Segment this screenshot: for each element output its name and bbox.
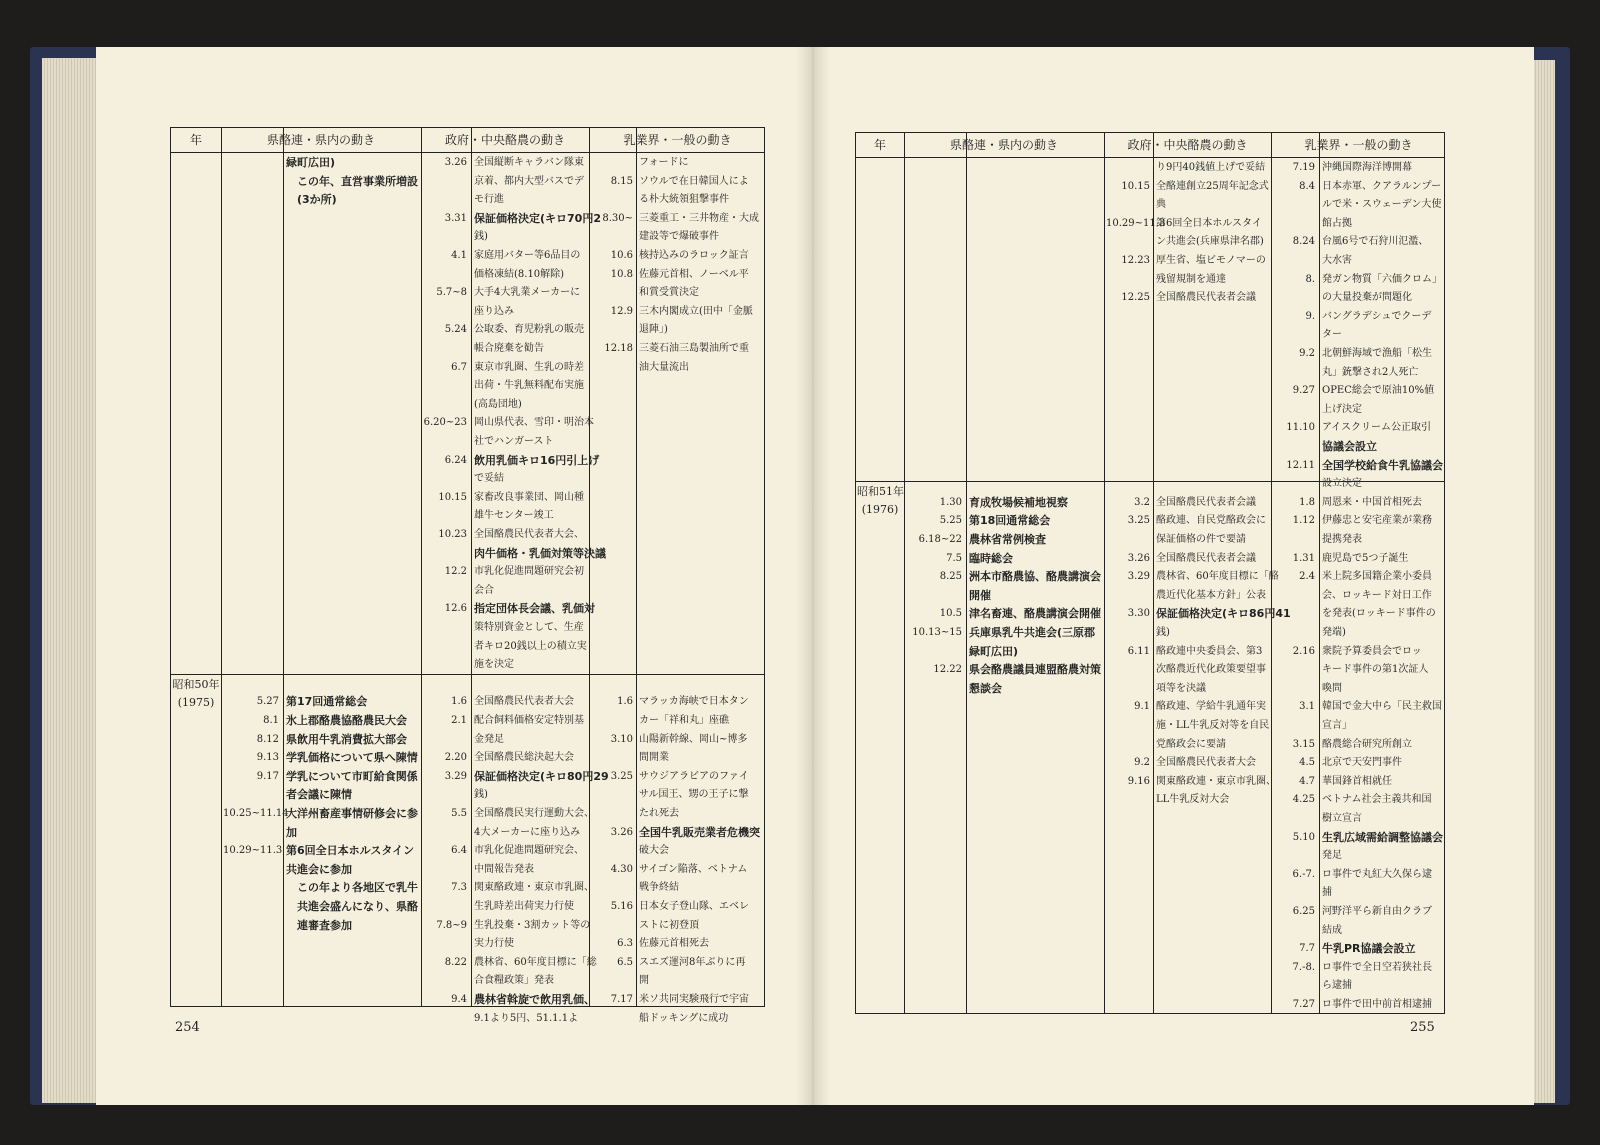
entry-text: 残留規制を通達 <box>1156 273 1226 285</box>
entry-text: 保証価格決定(キロ70円2 <box>474 211 601 225</box>
entry-text: 館占拠 <box>1322 217 1352 229</box>
column-divider <box>221 128 222 1006</box>
entry-date: 5.25 <box>939 515 962 527</box>
entry-text: 大洋州畜産事情研修会に参 <box>286 807 418 820</box>
entry-date: 1.12 <box>1292 515 1315 527</box>
entry-text: 開 <box>639 975 649 987</box>
entry-text: 座り込み <box>474 305 514 317</box>
entry-date: 3.25 <box>610 770 633 782</box>
entry-text: ン共進会(兵庫県津名郡) <box>1156 236 1264 248</box>
entry-date: 5.7~8 <box>436 287 467 299</box>
entry-text: ター <box>1322 329 1342 341</box>
entry-date: 8.25 <box>939 571 962 583</box>
entry-text: 帳合廃棄を勧告 <box>474 343 544 354</box>
entry-text: 会合 <box>474 584 494 596</box>
entry-text: 丸」銃撃され2人死亡 <box>1322 366 1419 378</box>
entry-text: 関東酪政連・東京市乳圏、 <box>1156 775 1276 787</box>
entry-date: 6.4 <box>451 845 467 857</box>
entry-text: 共進会に参加 <box>286 862 352 876</box>
page-edges-left <box>42 58 98 1103</box>
entry-text: 戦争終結 <box>639 882 679 894</box>
year-divider <box>171 674 764 675</box>
entry-text: 鹿児島で5つ子誕生 <box>1322 552 1409 564</box>
entry-date: 12.9 <box>610 305 633 317</box>
entry-text: ルで米・スウェーデン大使 <box>1322 199 1442 211</box>
entry-text: 宣言」 <box>1322 720 1352 731</box>
entry-text: 三木内閣成立(田中「金脈 <box>639 305 753 317</box>
entry-text: ストに初登頂 <box>639 919 699 931</box>
entry-text: 全国酪農民実行運動大会、 <box>474 808 594 819</box>
entry-date: 3.10 <box>610 733 633 745</box>
column-divider <box>1104 133 1105 1013</box>
entry-date: 3.2 <box>1134 496 1150 508</box>
entry-text: 日本女子登山隊、エベレ <box>639 901 749 912</box>
entry-date: 8.1 <box>263 715 279 726</box>
entry-text: 捕 <box>1322 887 1332 899</box>
entry-date: 8.22 <box>444 956 467 968</box>
entry-text: 発足 <box>1322 850 1342 862</box>
entry-text: 米ソ共同実験飛行で宇宙 <box>639 994 749 1005</box>
entry-text: 農林省、60年度目標に「総 <box>474 956 597 968</box>
entry-date: 9.2 <box>1134 757 1150 769</box>
entry-text: この年より各地区で乳牛 <box>286 881 418 895</box>
entry-text: ロ事件で全日空若狭社長 <box>1322 961 1432 973</box>
entry-date: 3.26 <box>1127 552 1150 564</box>
entry-date: 9.13 <box>256 752 279 764</box>
entry-text: (3か所) <box>286 193 337 207</box>
entry-text: 加 <box>286 825 297 839</box>
column-divider <box>904 133 905 1013</box>
entry-text: 全国酪農民代表者会議 <box>1156 552 1256 564</box>
year-label: 昭和51年 <box>857 485 904 498</box>
entry-date: 6.-7. <box>1292 868 1315 880</box>
entry-date: 10.5 <box>939 608 962 620</box>
entry-text: 三菱石油三島製油所で重 <box>639 343 749 354</box>
entry-text: 県会酪農議員連盟酪農対策 <box>969 663 1101 677</box>
header-industry: 乳業界・一般の動き <box>1304 138 1413 152</box>
entry-text: 銭) <box>474 231 488 243</box>
entry-text: LL牛乳反対大会 <box>1156 794 1230 806</box>
entry-date: 3.29 <box>1127 571 1150 583</box>
entry-date: 1.30 <box>939 496 962 508</box>
entry-date: 9.16 <box>1127 775 1150 787</box>
entry-date: 9.2 <box>1299 348 1315 359</box>
entry-text: 岡山県代表、雪印・明治本 <box>474 417 594 429</box>
entry-date: 4.5 <box>1299 757 1315 769</box>
entry-date: 1.31 <box>1292 552 1315 564</box>
entry-text: モ行進 <box>474 194 504 206</box>
entry-text: 肉牛価格・乳価対策等決議 <box>474 546 606 560</box>
entry-text: 酪政連、学給牛乳通年実 <box>1156 701 1266 713</box>
entry-date: 8.15 <box>610 175 633 187</box>
entry-date: 7.7 <box>1299 943 1315 955</box>
column-divider <box>283 128 284 1006</box>
entry-date: 7.8~9 <box>436 919 467 931</box>
entry-text: 発ガン物質「六価クロム」 <box>1322 273 1442 285</box>
entry-text: 生乳広域需給調整協議会 <box>1322 830 1443 844</box>
entry-date: 12.18 <box>604 343 633 354</box>
entry-text: 合食糧政策」発表 <box>474 975 554 987</box>
entry-date: 3.31 <box>444 212 467 224</box>
entry-text: 結成 <box>1322 924 1342 936</box>
entry-text: 学乳価格について県へ陳情 <box>286 751 418 765</box>
entry-text: 提携発表 <box>1322 534 1362 545</box>
entry-text: 洲本市酪農協、酪農講演会 <box>969 570 1101 584</box>
entry-date: 6.20~23 <box>423 417 467 429</box>
header-year: 年 <box>189 133 202 147</box>
entry-date: 8. <box>1305 273 1315 285</box>
entry-text: 樹立宣言 <box>1322 813 1362 824</box>
entry-date: 12.23 <box>1121 255 1150 266</box>
entry-date: 10.13~15 <box>912 627 962 638</box>
entry-date: 10.15 <box>438 491 467 503</box>
entry-text: 開催 <box>969 588 991 602</box>
entry-text: 韓国で金大中ら「民主救国 <box>1322 701 1442 713</box>
entry-text: 育成牧場候補地視察 <box>969 495 1068 509</box>
entry-date: 9.17 <box>256 770 279 782</box>
entry-text: 華国鋒首相就任 <box>1322 775 1392 787</box>
entry-text: 関東酪政連・東京市乳圏、 <box>474 882 594 894</box>
entry-text: 4大メーカーに座り込み <box>474 826 581 838</box>
entry-date: 1.6 <box>451 696 467 708</box>
header-year: 年 <box>873 138 886 152</box>
table-header <box>856 133 1444 158</box>
entry-text: 破大会 <box>639 845 669 857</box>
entry-date: 10.8 <box>610 268 633 280</box>
entry-date: 3.30 <box>1127 608 1150 620</box>
entry-text: 三菱重工・三井物産・大成 <box>639 212 759 224</box>
entry-text: 東京市乳圏、生乳の時差 <box>474 361 584 373</box>
column-divider <box>471 128 472 1006</box>
entry-text: 県飲用牛乳消費拡大部会 <box>286 732 407 746</box>
entry-text: 第17回通常総会 <box>286 695 368 709</box>
book-gutter <box>796 47 830 1105</box>
entry-text: 台風6号で石狩川氾濫、 <box>1322 236 1429 248</box>
entry-date: 4.7 <box>1299 775 1315 787</box>
entry-text: 農近代化基本方針」公表 <box>1156 589 1266 601</box>
year-label: 昭和50年 <box>172 678 220 691</box>
entry-text: 緑町広田) <box>969 644 1019 658</box>
entry-date: 3.1 <box>1299 701 1315 713</box>
table-header <box>171 128 764 153</box>
entry-text: 酪政連中央委員会、第3 <box>1156 645 1263 657</box>
entry-date: 6.25 <box>1292 906 1315 917</box>
entry-text: 酪農総合研究所創立 <box>1322 738 1412 750</box>
entry-date: 10.29~11.3 <box>223 845 283 857</box>
entry-text: サイゴン陥落、ベトナム <box>639 863 748 875</box>
entry-text: 第6回全日本ホルスタイ <box>1156 217 1262 229</box>
header-government: 政府・中央酪農の動き <box>1127 138 1248 152</box>
entry-text: 臨時総会 <box>969 551 1013 565</box>
header-prefecture: 県酪連・県内の動き <box>266 133 375 147</box>
entry-text: 学乳について市町給食関係 <box>286 769 418 783</box>
entry-text: 生乳投棄・3割カット等の <box>474 919 591 931</box>
entry-text: 全国牛乳販売業者危機突 <box>639 825 760 839</box>
entry-text: 家畜改良事業団、岡山種 <box>474 491 584 503</box>
entry-date: 10.6 <box>610 250 633 261</box>
entry-text: 全酪連創立25周年記念式 <box>1156 180 1269 192</box>
entry-text: 京着、都内大型バスでデ <box>474 175 584 187</box>
entry-date: 8.30~ <box>602 212 633 224</box>
entry-text: 全国学校給食牛乳協議会 <box>1322 458 1443 472</box>
entry-date: 9.4 <box>451 994 467 1005</box>
entry-text: 施・LL牛乳反対等を自民 <box>1156 720 1270 731</box>
entry-date: 10.25~11.14 <box>223 808 289 819</box>
entry-text: ソウルで在日韓国人によ <box>639 175 749 187</box>
entry-date: 1.6 <box>617 696 633 708</box>
entry-date: 1.8 <box>1299 496 1315 508</box>
entry-text: 第6回全日本ホルスタイン <box>286 844 415 858</box>
entry-date: 9.27 <box>1292 385 1315 397</box>
entry-text: 河野洋平ら新自由クラブ <box>1322 906 1432 917</box>
entry-text: で妥結 <box>474 473 504 485</box>
entry-text: サル国王、甥の王子に撃 <box>639 789 749 801</box>
entry-date: 2.4 <box>1299 571 1315 583</box>
entry-text: バングラデシュでクーデ <box>1322 310 1432 322</box>
entry-date: 10.15 <box>1121 180 1150 192</box>
entry-text: 和賞受賞決定 <box>639 287 699 299</box>
entry-text: 第18回通常総会 <box>969 514 1051 528</box>
column-divider <box>636 128 637 1006</box>
entry-date: 12.2 <box>444 566 467 578</box>
entry-text: 飲用乳価キロ16円引上げ <box>474 453 600 467</box>
entry-text: 金発足 <box>474 733 504 745</box>
entry-date: 4.30 <box>610 863 633 875</box>
entry-text: 次酪農近代化政策要望事 <box>1156 664 1266 676</box>
entry-text: の大量投棄が問題化 <box>1322 292 1412 304</box>
entry-text: 核持込みのラロック証言 <box>639 250 749 261</box>
entry-text: 典 <box>1156 199 1166 211</box>
entry-text: 退陣」) <box>639 324 668 336</box>
header-government: 政府・中央酪農の動き <box>444 133 565 147</box>
column-divider <box>1319 133 1320 1013</box>
page-number-left: 254 <box>175 1020 200 1035</box>
entry-text: 全国酪農民代表者会議 <box>1156 292 1256 304</box>
entry-text: 厚生省、塩ビモノマーの <box>1156 255 1266 266</box>
entry-date: 5.5 <box>451 808 467 819</box>
entry-text: カー「祥和丸」座礁 <box>639 715 729 726</box>
entry-text: 党酪政会に要請 <box>1156 738 1226 750</box>
entry-text: 全国酪農民代表者大会、 <box>474 529 584 540</box>
entry-text: ら逮捕 <box>1322 980 1352 992</box>
entry-text: 保証価格の件で要請 <box>1156 534 1246 545</box>
entry-text: 協議会設立 <box>1322 440 1377 453</box>
entry-text: 全国酪農民代表者会議 <box>1156 496 1256 508</box>
entry-date: 6.3 <box>617 938 633 950</box>
entry-text: 発端) <box>1322 627 1346 638</box>
entry-date: 7.19 <box>1292 162 1315 173</box>
entry-text: 項等を決議 <box>1156 682 1206 694</box>
entry-date: 7.5 <box>946 552 962 564</box>
entry-text: 米上院多国籍企業小委員 <box>1322 571 1432 583</box>
entry-text: 銭) <box>1156 627 1170 638</box>
entry-date: 6.18~22 <box>918 534 962 545</box>
entry-text: ロ事件で田中前首相逮捕 <box>1322 999 1432 1010</box>
header-industry: 乳業界・一般の動き <box>623 133 732 147</box>
entry-text: 衆院予算委員会でロッ <box>1322 645 1422 657</box>
entry-text: 価格凍結(8.10解除) <box>474 268 565 280</box>
entry-text: 油大量流出 <box>639 361 689 373</box>
entry-text: 伊藤忠と安宅産業が業務 <box>1322 515 1432 527</box>
entry-date: 7.-8. <box>1292 961 1315 973</box>
entry-date: 7.3 <box>451 882 467 894</box>
column-divider <box>966 133 967 1013</box>
entry-text: 津名畜連、酪農講演会開催 <box>969 607 1101 621</box>
entry-text: (高島団地) <box>474 398 522 410</box>
entry-text: 社でハンガースト <box>474 436 554 447</box>
page-number-right: 255 <box>1410 1020 1435 1035</box>
entry-date: 8.12 <box>256 733 279 745</box>
entry-text: 市乳化促進問題研究会初 <box>474 566 584 578</box>
entry-text: 北京で天安門事件 <box>1322 757 1402 769</box>
entry-text: 全国酪農民総決起大会 <box>474 752 574 764</box>
entry-text: 銭) <box>474 789 488 801</box>
entry-date: 8.24 <box>1292 236 1315 248</box>
entry-text: 中間報告発表 <box>474 863 534 875</box>
entry-text: 北朝鮮海域で漁船「松生 <box>1322 348 1432 359</box>
entry-text: マラッカ海峡で日本タン <box>639 696 749 708</box>
entry-text: 実力行使 <box>474 938 514 950</box>
entry-date: 3.25 <box>1127 515 1150 527</box>
entry-date: 7.17 <box>610 994 633 1005</box>
entry-date: 3.26 <box>444 157 467 168</box>
entry-text: 公取委、育児粉乳の販売 <box>474 324 584 336</box>
column-divider <box>589 128 590 1006</box>
entry-text: 者会議に陳情 <box>286 788 352 802</box>
entry-text: り9円40銭値上げで妥結 <box>1156 162 1266 173</box>
entry-text: ロ事件で丸紅大久保ら逮 <box>1322 868 1432 880</box>
entry-text: 配合飼料価格安定特別基 <box>474 715 584 726</box>
entry-text: 建設等で爆破事件 <box>639 231 719 243</box>
entry-text: この年、直営事業所増設 <box>286 174 418 188</box>
entry-date: 2.16 <box>1292 645 1315 657</box>
entry-text: 設立決定 <box>1322 478 1362 490</box>
entry-date: 10.23 <box>438 529 467 540</box>
entry-text: 出荷・牛乳無料配布実施 <box>474 380 584 392</box>
entry-text: 市乳化促進問題研究会、 <box>474 845 584 857</box>
entry-date: 12.6 <box>444 603 467 615</box>
entry-date: 6.24 <box>444 454 467 466</box>
entry-date: 12.22 <box>933 664 962 676</box>
entry-text: 大水害 <box>1322 255 1352 266</box>
entry-date: 5.10 <box>1292 831 1315 843</box>
entry-text: スエズ運河8年ぶりに再 <box>639 956 746 968</box>
entry-text: 周恩来・中国首相死去 <box>1322 496 1422 508</box>
entry-date: 3.15 <box>1292 738 1315 750</box>
entry-date: 2.1 <box>451 715 467 726</box>
entry-text: OPEC総会で原油10%値 <box>1322 385 1435 397</box>
entry-text: 上げ決定 <box>1322 403 1362 415</box>
entry-text: 沖縄国際海洋博開幕 <box>1322 162 1412 173</box>
entry-text: 策特別資金として、生産 <box>474 622 584 633</box>
column-divider <box>421 128 422 1006</box>
entry-date: 5.27 <box>256 696 279 708</box>
entry-date: 5.16 <box>610 901 633 912</box>
chronology-table-right <box>855 132 1445 1014</box>
entry-text: キード事件の第1次証人 <box>1322 664 1429 676</box>
entry-text: を発表(ロッキード事件の <box>1322 608 1436 620</box>
entry-date: 7.27 <box>1292 999 1315 1010</box>
entry-text: 酪政連、自民党酪政会に <box>1156 515 1266 527</box>
entry-date: 6.7 <box>451 361 467 373</box>
year-label-western: (1976) <box>861 503 899 516</box>
year-label-western: (1975) <box>177 696 215 709</box>
entry-date: 3.26 <box>610 826 633 838</box>
entry-date: 3.29 <box>444 770 467 782</box>
entry-text: 全国酪農民代表者大会 <box>474 696 574 708</box>
entry-text: 間開業 <box>639 752 669 764</box>
entry-text: 船ドッキングに成功 <box>639 1012 729 1024</box>
column-divider <box>1153 133 1154 1013</box>
entry-text: 全国酪農民代表者大会 <box>1156 757 1256 769</box>
entry-text: 生乳時差出荷実力行使 <box>474 901 574 912</box>
entry-date: 9. <box>1305 310 1315 322</box>
entry-text: 大手4大乳業メーカーに <box>474 287 581 299</box>
entry-text: 連審査参加 <box>286 918 352 932</box>
entry-date: 10.29~11.3 <box>1106 217 1166 229</box>
entry-date: 5.24 <box>444 324 467 336</box>
entry-date: 12.25 <box>1121 292 1150 304</box>
entry-text: 兵庫県乳牛共進会(三原郡 <box>969 626 1096 639</box>
entry-date: 9.1 <box>1134 701 1150 713</box>
entry-date: 4.1 <box>451 250 467 261</box>
entry-text: 指定団体長会議、乳価対 <box>474 602 595 616</box>
entry-text: 会、ロッキード対日工作 <box>1322 589 1432 601</box>
entry-text: 緑町広田) <box>286 156 336 169</box>
entry-text: ベトナム社会主義共和国 <box>1322 794 1432 806</box>
entry-text: 共進会盛んになり、県酪 <box>286 900 418 913</box>
entry-text: アイスクリーム公正取引 <box>1322 422 1431 434</box>
entry-date: 12.11 <box>1286 459 1315 471</box>
entry-text: 喚問 <box>1322 682 1342 694</box>
entry-text: 佐藤元首相、ノーベル平 <box>639 268 749 280</box>
entry-text: 牛乳PR協議会設立 <box>1322 942 1416 956</box>
entry-text: 日本赤軍、クアラルンプー <box>1322 180 1442 192</box>
chronology-table-left <box>170 127 765 1024</box>
entry-text: 全国縦断キャラバン隊東 <box>474 157 584 168</box>
entry-text: 者キロ20銭以上の積立実 <box>474 640 587 652</box>
entry-text: 農林省、60年度目標に「酪 <box>1156 571 1279 583</box>
entry-text: 佐藤元首相死去 <box>639 938 709 950</box>
entry-date: 2.20 <box>444 752 467 764</box>
entry-date: 11.10 <box>1286 422 1315 434</box>
entry-text: 山陽新幹線、岡山~博多 <box>639 733 748 745</box>
entry-text: 農林省常例検査 <box>969 533 1046 546</box>
entry-text: サウジアラビアのファイ <box>639 770 749 782</box>
entry-date: 6.5 <box>617 956 633 968</box>
entry-text: 家庭用バター等6品目の <box>474 250 581 261</box>
entry-text: 施を決定 <box>474 659 514 671</box>
entry-date: 6.11 <box>1127 645 1150 657</box>
entry-date: 4.25 <box>1292 794 1315 806</box>
entry-text: たれ死去 <box>639 808 679 819</box>
entry-text: 雄牛センター竣工 <box>474 510 554 522</box>
entry-text: フォードに <box>639 157 689 168</box>
entry-text: 懇談会 <box>969 681 1002 695</box>
entry-text: 9.1より5円、51.1.1よ <box>474 1012 579 1024</box>
entry-text: 氷上郡酪農協酪農民大会 <box>286 714 407 727</box>
entry-text: る朴大統領狙撃事件 <box>639 194 729 206</box>
entry-date: 8.4 <box>1299 180 1315 192</box>
header-prefecture: 県酪連・県内の動き <box>949 138 1058 152</box>
entry-text: 保証価格決定(キロ80円29 <box>474 769 609 783</box>
entry-text: 農林省斡旋で飲用乳価、 <box>474 993 595 1006</box>
entry-text: 保証価格決定(キロ86円41 <box>1156 607 1291 621</box>
